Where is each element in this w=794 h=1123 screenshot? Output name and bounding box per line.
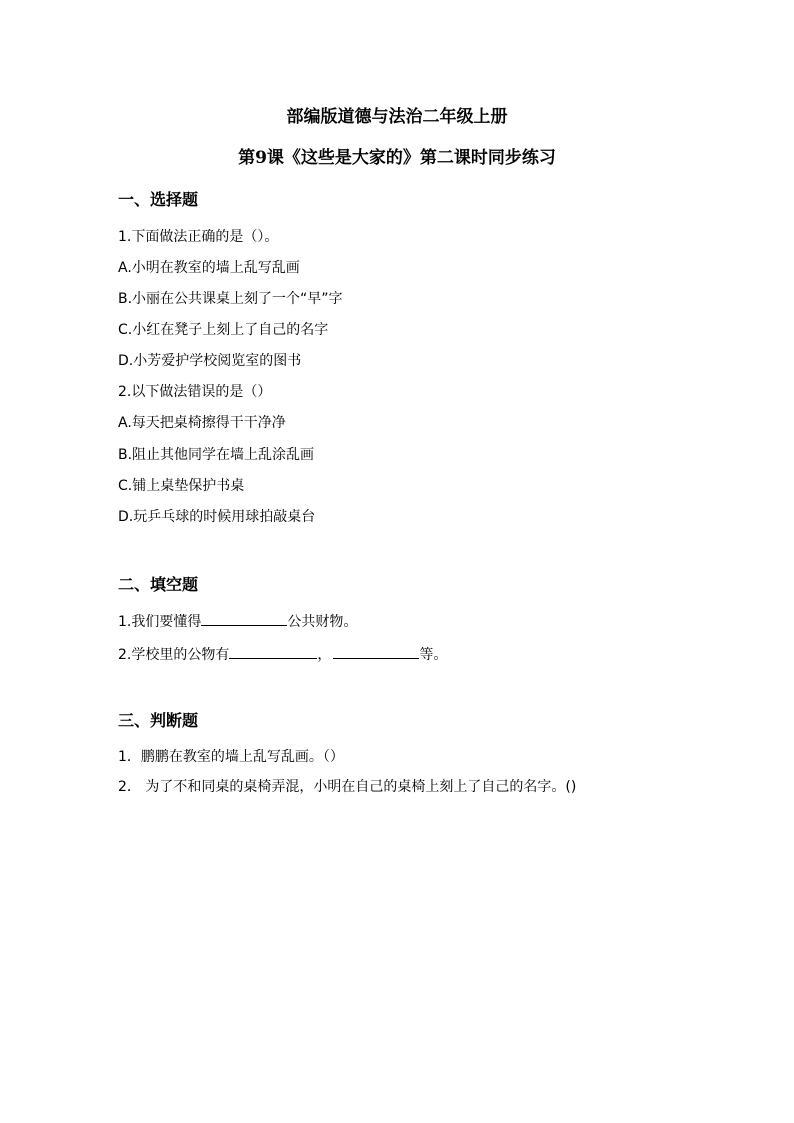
answer-blank[interactable] <box>229 644 317 659</box>
answer-blank[interactable] <box>333 644 419 659</box>
option-line: A.每天把桌椅擦得干干净净 <box>118 415 286 431</box>
question-line: 1.下面做法正确的是（）。 <box>118 229 279 245</box>
fill-question-1 <box>118 611 357 632</box>
fill-text: 1.我们要懂得 <box>118 614 202 630</box>
option-line: A.小明在教室的墙上乱写乱画 <box>118 260 300 276</box>
option-line: C.铺上桌垫保护书桌 <box>118 478 245 494</box>
option-line: C.小红在凳子上刻上了自己的名字 <box>118 322 329 338</box>
section-heading-fill: 二、填空题 <box>118 575 199 594</box>
judge-line: 1．鹏鹏在教室的墙上乱写乱画。（） <box>118 749 344 765</box>
fill-text: 等。 <box>419 647 448 663</box>
option-line: D.小芳爱护学校阅览室的图书 <box>118 353 302 369</box>
fill-text: 2.学校里的公物有 <box>118 647 230 663</box>
answer-blank[interactable] <box>201 611 287 626</box>
option-line: D.玩乒乓球的时候用球拍敲桌台 <box>118 509 316 525</box>
judge-line: 2． 为了不和同桌的桌椅弄混，小明在自己的桌椅上刻上了自己的名字。() <box>118 779 577 795</box>
document-title: 部编版道德与法治二年级上册 <box>286 107 508 127</box>
section-heading-choice: 一、选择题 <box>118 190 199 209</box>
fill-text: ， <box>317 647 332 663</box>
fill-text: 公共财物。 <box>287 614 358 630</box>
option-line: B.小丽在公共课桌上刻了一个“早”字 <box>118 291 343 307</box>
section-heading-judge: 三、判断题 <box>118 711 199 730</box>
option-line: B.阻止其他同学在墙上乱涂乱画 <box>118 447 315 463</box>
question-line: 2.以下做法错误的是（） <box>118 384 272 400</box>
fill-question-2 <box>118 644 447 665</box>
document-subtitle: 第9课《这些是大家的》第二课时同步练习 <box>238 148 556 168</box>
